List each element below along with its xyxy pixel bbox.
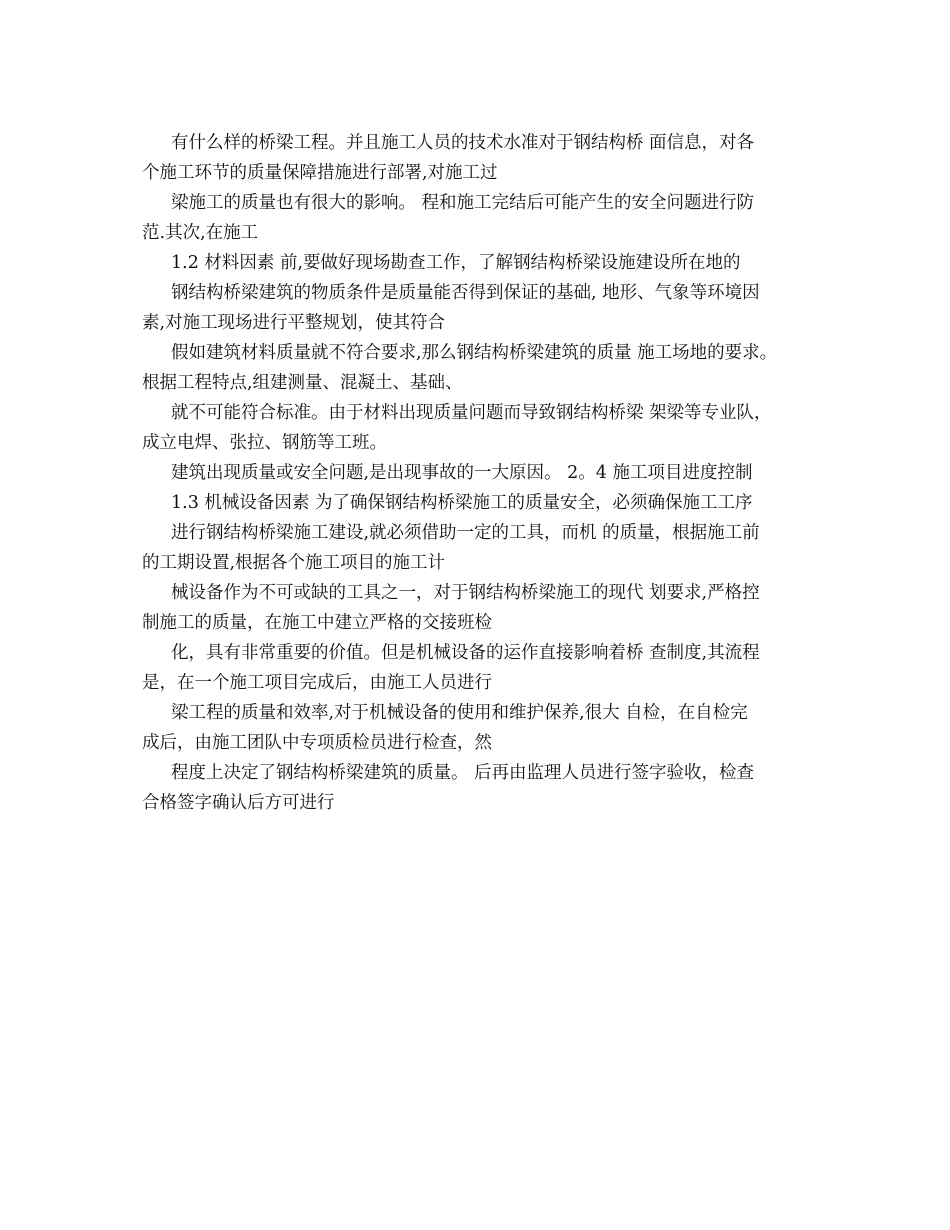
text-line: 化，具有非常重要的价值。但是机械设备的运作直接影响着桥 查制度,其流程	[171, 643, 760, 663]
text-line: 1.2 材料因素 前,要做好现场勘查工作，了解钢结构桥梁设施建设所在地的	[171, 253, 741, 273]
paragraph	[142, 488, 812, 518]
paragraph	[142, 248, 812, 278]
paragraph	[142, 518, 812, 578]
paragraph	[142, 128, 812, 188]
text-line: 1.3 机械设备因素 为了确保钢结构桥梁施工的质量安全，必须确保施工工序	[171, 493, 753, 513]
text-line: 的工期设置,根据各个施工项目的施工计	[142, 553, 446, 573]
paragraph	[142, 578, 812, 638]
paragraph	[142, 638, 812, 698]
text-line: 个施工环节的质量保障措施进行部署,对施工过	[142, 163, 498, 183]
paragraph	[142, 458, 812, 488]
text-line: 制施工的质量，在施工中建立严格的交接班检	[142, 613, 492, 633]
paragraph	[142, 188, 812, 248]
text-line: 就不可能符合标准。由于材料出现质量问题而导致钢结构桥梁 架梁等专业队，	[171, 403, 772, 423]
text-line: 范.其次,在施工	[142, 223, 259, 243]
text-line: 合格签字确认后方可进行	[142, 793, 335, 813]
text-line: 成立电焊、张拉、钢筋等工班。	[142, 433, 387, 453]
text-line: 根据工程特点,组建测量、混凝土、基础、	[142, 373, 463, 393]
paragraph	[142, 758, 812, 818]
text-line: 钢结构桥梁建筑的物质条件是质量能否得到保证的基础, 地形、气象等环境因	[171, 283, 760, 303]
text-line: 假如建筑材料质量就不符合要求,那么钢结构桥梁建筑的质量 施工场地的要求。	[171, 343, 778, 363]
text-line: 进行钢结构桥梁施工建设,就必须借助一定的工具，而机 的质量，根据施工前	[171, 523, 760, 543]
paragraph	[142, 698, 812, 758]
paragraph	[142, 278, 812, 338]
paragraph	[142, 398, 812, 458]
text-line: 程度上决定了钢结构桥梁建筑的质量。 后再由监理人员进行签字验收，检查	[171, 763, 755, 783]
text-line: 梁工程的质量和效率,对于机械设备的使用和维护保养,很大 自检，在自检完	[171, 703, 748, 723]
text-line: 有什么样的桥梁工程。并且施工人员的技术水准对于钢结构桥 面信息，对各	[171, 133, 755, 153]
paragraph	[142, 338, 812, 398]
text-line: 素,对施工现场进行平整规划，使其符合	[142, 313, 446, 333]
text-line: 械设备作为不可或缺的工具之一，对于钢结构桥梁施工的现代 划要求,严格控	[171, 583, 760, 603]
document-body	[142, 128, 812, 818]
text-line: 梁施工的质量也有很大的影响。 程和施工完结后可能产生的安全问题进行防	[171, 193, 755, 213]
text-line: 是，在一个施工项目完成后，由施工人员进行	[142, 673, 492, 693]
text-line: 建筑出现质量或安全问题,是出现事故的一大原因。 2。4 施工项目进度控制	[171, 463, 753, 483]
text-line: 成后，由施工团队中专项质检员进行检查，然	[142, 733, 492, 753]
